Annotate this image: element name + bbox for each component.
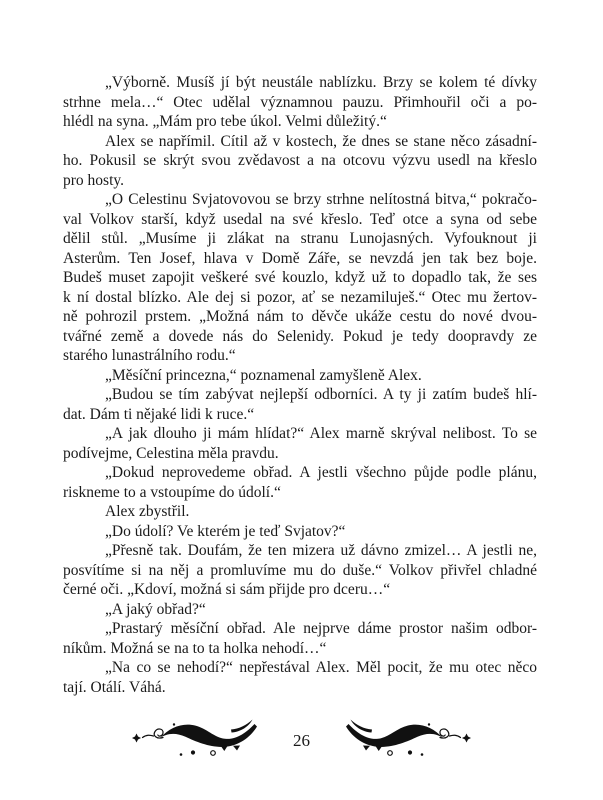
text-line: pro hosty.: [63, 171, 124, 189]
text-line: riskneme to a vstoupíme do údolí.“: [63, 483, 281, 501]
text-line: „Budou se tím zabývat nejlepší odborníci. A ty ji zatím budeš hlí-: [105, 386, 537, 403]
text-line: Asterům. Ten Josef, hlava v Domě Záře, se nevzdá jen tak bez boje.: [63, 249, 537, 267]
text-line: „Prastarý měsíční obřad. Ale nejprve dáme prostor našim odbor-: [105, 620, 537, 637]
page-number: 26: [293, 730, 310, 750]
text-line: ně pohrozil prstem. „Možná nám to děvče ukáže cestu do nové dvou-: [63, 308, 537, 325]
text-line: níkům. Možná se na to ta holka nehodí…“: [63, 639, 327, 657]
text-line: k ní dostal blízko. Ale dej si pozor, ať se nezamiluješ.“ Otec mu žertov-: [63, 288, 537, 306]
text-line: „A jak dlouho ji mám hlídat?“ Alex marně skrýval nelibost. To se: [105, 425, 537, 442]
footer-flourish-right-icon: [323, 716, 473, 762]
text-line: „Výborně. Musíš jí být neustále nablízku. Brzy se kolem té dívky: [105, 74, 537, 91]
text-line: „Měsíční princezna,“ poznamenal zamyšleně Alex.: [105, 366, 422, 384]
text-line: „A jaký obřad?“: [105, 600, 206, 618]
text-line: „Přesně tak. Doufám, že ten mizera už dávno zmizel… A jestli ne,: [105, 542, 537, 559]
text-line: tvářné země a dovede nás do Selenidy. Pokud je tedy doopravdy ze: [63, 327, 537, 345]
text-line: strhne mela…“ Otec udělal významnou pauzu. Přimhouřil oči a po-: [63, 93, 537, 111]
text-line: Alex zbystřil.: [105, 503, 190, 520]
text-line: „Dokud neprovedeme obřad. A jestli všechno půjde podle plánu,: [105, 464, 537, 481]
text-line: Budeš muset zapojit veškeré své kouzlo, když už to dopadlo tak, že ses: [63, 269, 537, 286]
text-line: černé oči. „Kdoví, možná si sám přijde pro dceru…“: [63, 581, 391, 598]
text-line: tají. Otálí. Váhá.: [63, 678, 166, 696]
text-line: dělil stůl. „Musíme ji zlákat na stranu Lunojasných. Vyfouknout ji: [63, 230, 537, 247]
footer-flourish-left-icon: [130, 716, 280, 762]
text-line: podívejme, Celestina měla pravdu.: [63, 444, 279, 462]
text-line: „Do údolí? Ve kterém je teď Svjatov?“: [105, 522, 346, 540]
text-line: hlédl na syna. „Mám pro tebe úkol. Velmi důležitý.“: [63, 113, 387, 130]
text-line: posvítíme si na něj a promluvíme mu do duše.“ Volkov přivřel chladné: [63, 561, 537, 579]
text-line: „Na co se nehodí?“ nepřestával Alex. Měl pocit, že mu otec něco: [105, 659, 537, 676]
text-line: val Volkov starší, když usedal na své křeslo. Teď otce a syna od sebe: [63, 210, 537, 228]
page-footer: [0, 716, 603, 762]
text-line: „O Celestinu Svjatovovou se brzy strhne nelítostná bitva,“ pokračo-: [105, 191, 537, 208]
text-line: ho. Pokusil se skrýt svou zvědavost a na otcovu výzvu usedl na křeslo: [63, 152, 537, 169]
text-line: dat. Dám ti nějaké lidi k ruce.“: [63, 405, 255, 423]
text-line: Alex se napřímil. Cítil až v kostech, že dnes se stane něco zásadní-: [105, 132, 537, 150]
text-line: starého lunastrálního rodu.“: [63, 347, 236, 364]
text-block: [63, 73, 537, 697]
